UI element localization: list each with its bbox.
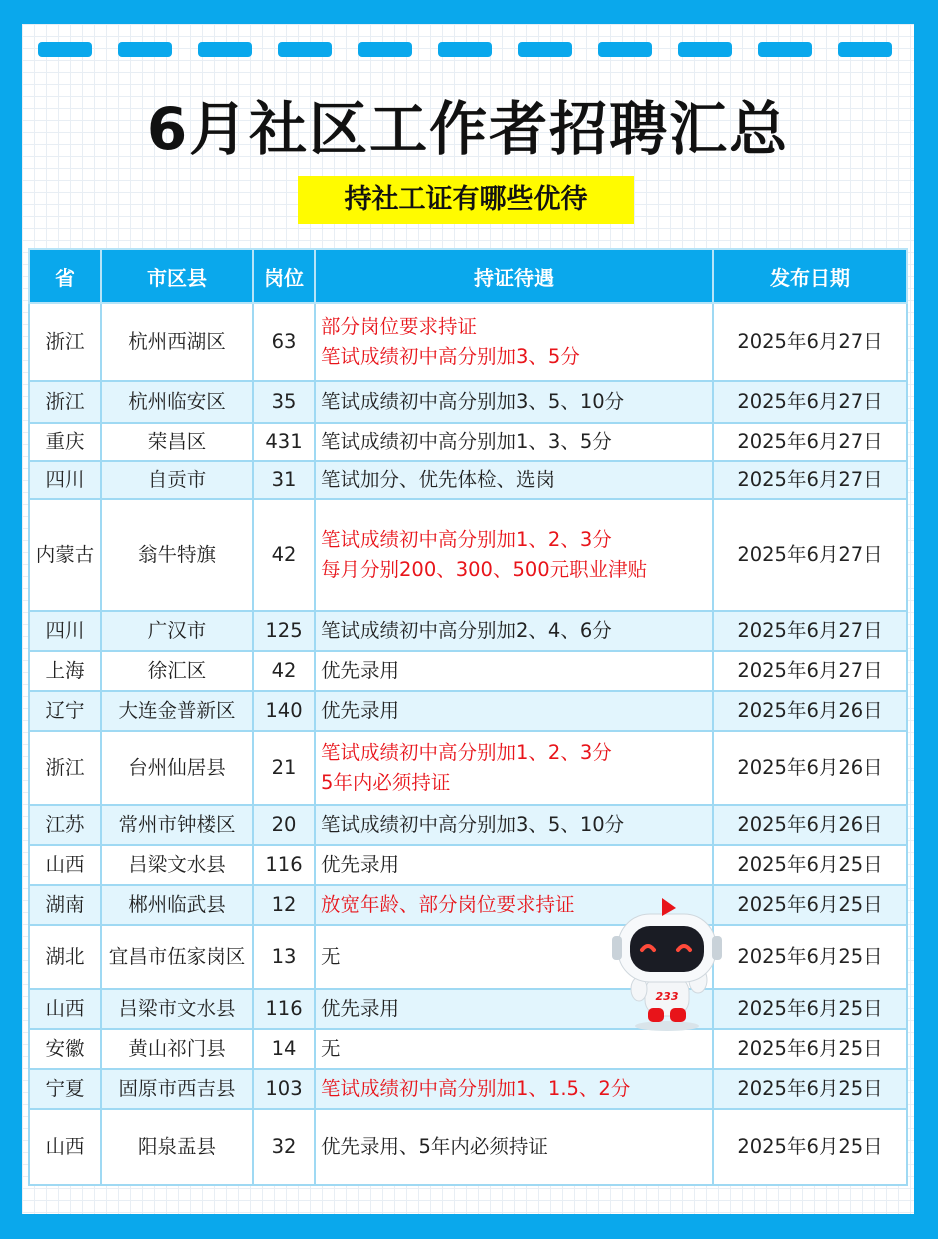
dash — [38, 42, 92, 57]
date-cell: 2025年6月27日 — [713, 651, 907, 691]
benefit-line: 5年内必须持证 — [321, 771, 451, 794]
benefit-cell — [315, 1029, 713, 1069]
province-cell: 四川 — [29, 611, 101, 651]
city-cell: 吕梁市文水县 — [101, 989, 253, 1029]
posts-cell: 42 — [253, 651, 315, 691]
benefit-cell — [315, 1109, 713, 1185]
table-row — [29, 461, 907, 499]
date-cell: 2025年6月25日 — [713, 1069, 907, 1109]
city-cell: 固原市西吉县 — [101, 1069, 253, 1109]
benefit-cell — [315, 805, 713, 845]
posts-cell: 21 — [253, 731, 315, 805]
table-row — [29, 651, 907, 691]
city-cell: 徐汇区 — [101, 651, 253, 691]
benefit-line: 无 — [321, 945, 341, 968]
benefit-line: 放宽年龄、部分岗位要求持证 — [321, 893, 575, 916]
province-cell: 湖南 — [29, 885, 101, 925]
top-dash-decoration — [38, 42, 898, 58]
benefit-line: 优先录用 — [321, 853, 400, 876]
benefit-line: 笔试成绩初中高分别加1、2、3分 — [321, 741, 612, 764]
poster-card — [22, 24, 914, 1214]
province-cell: 湖北 — [29, 925, 101, 989]
benefit-cell — [315, 845, 713, 885]
province-cell: 江苏 — [29, 805, 101, 845]
city-cell: 荣昌区 — [101, 423, 253, 461]
table-row — [29, 1069, 907, 1109]
benefit-cell — [315, 651, 713, 691]
province-cell: 宁夏 — [29, 1069, 101, 1109]
city-cell: 翁牛特旗 — [101, 499, 253, 611]
mascot-label: 233 — [655, 990, 679, 1003]
header-date: 发布日期 — [713, 249, 907, 303]
table-row — [29, 989, 907, 1029]
benefit-line: 笔试成绩初中高分别加3、5、10分 — [321, 813, 625, 836]
recruitment-table — [28, 248, 908, 1186]
province-cell: 浙江 — [29, 731, 101, 805]
robot-mascot-icon — [612, 884, 722, 1034]
province-cell: 浙江 — [29, 303, 101, 381]
dash — [438, 42, 492, 57]
table-row — [29, 1029, 907, 1069]
page-title: 6月社区工作者招聘汇总 — [146, 95, 790, 163]
benefit-line: 优先录用 — [321, 699, 400, 722]
table-row — [29, 381, 907, 423]
table-row — [29, 499, 907, 611]
province-cell: 重庆 — [29, 423, 101, 461]
posts-cell: 14 — [253, 1029, 315, 1069]
city-cell: 阳泉盂县 — [101, 1109, 253, 1185]
benefit-cell — [315, 691, 713, 731]
posts-cell: 63 — [253, 303, 315, 381]
date-cell: 2025年6月26日 — [713, 691, 907, 731]
dash — [518, 42, 572, 57]
benefit-line: 优先录用、5年内必须持证 — [321, 1135, 548, 1158]
posts-cell: 13 — [253, 925, 315, 989]
province-cell: 内蒙古 — [29, 499, 101, 611]
city-cell: 广汉市 — [101, 611, 253, 651]
date-cell: 2025年6月27日 — [713, 303, 907, 381]
benefit-line: 笔试成绩初中高分别加3、5、10分 — [321, 390, 625, 413]
posts-cell: 103 — [253, 1069, 315, 1109]
date-cell: 2025年6月25日 — [713, 845, 907, 885]
table-row — [29, 731, 907, 805]
city-cell: 吕梁文水县 — [101, 845, 253, 885]
table-body — [29, 303, 907, 1185]
benefit-cell — [315, 303, 713, 381]
table-row — [29, 925, 907, 989]
benefit-cell — [315, 381, 713, 423]
table-header-row — [29, 249, 907, 303]
date-cell: 2025年6月27日 — [713, 611, 907, 651]
province-cell: 山西 — [29, 1109, 101, 1185]
province-cell: 安徽 — [29, 1029, 101, 1069]
benefit-cell — [315, 1069, 713, 1109]
table-row — [29, 691, 907, 731]
benefit-line: 优先录用 — [321, 659, 400, 682]
benefit-cell — [315, 611, 713, 651]
posts-cell: 431 — [253, 423, 315, 461]
date-cell: 2025年6月25日 — [713, 989, 907, 1029]
posts-cell: 31 — [253, 461, 315, 499]
date-cell: 2025年6月27日 — [713, 423, 907, 461]
dash — [118, 42, 172, 57]
posts-cell: 20 — [253, 805, 315, 845]
table-row — [29, 611, 907, 651]
city-cell: 常州市钟楼区 — [101, 805, 253, 845]
city-cell: 台州仙居县 — [101, 731, 253, 805]
date-cell: 2025年6月25日 — [713, 885, 907, 925]
posts-cell: 32 — [253, 1109, 315, 1185]
header-city: 市区县 — [101, 249, 253, 303]
subtitle-banner: 持社工证有哪些优待 — [298, 176, 634, 224]
province-cell: 山西 — [29, 845, 101, 885]
table-row — [29, 805, 907, 845]
benefit-line: 笔试成绩初中高分别加2、4、6分 — [321, 619, 612, 642]
posts-cell: 140 — [253, 691, 315, 731]
posts-cell: 35 — [253, 381, 315, 423]
province-cell: 四川 — [29, 461, 101, 499]
province-cell: 浙江 — [29, 381, 101, 423]
header-benefit: 持证待遇 — [315, 249, 713, 303]
city-cell: 宜昌市伍家岗区 — [101, 925, 253, 989]
benefit-cell — [315, 461, 713, 499]
dash — [838, 42, 892, 57]
date-cell: 2025年6月27日 — [713, 499, 907, 611]
benefit-line: 笔试成绩初中高分别加3、5分 — [321, 345, 580, 368]
table-row — [29, 303, 907, 381]
posts-cell: 116 — [253, 989, 315, 1029]
city-cell: 大连金普新区 — [101, 691, 253, 731]
benefit-line: 笔试成绩初中高分别加1、3、5分 — [321, 430, 612, 453]
date-cell: 2025年6月27日 — [713, 381, 907, 423]
benefit-line: 笔试成绩初中高分别加1、2、3分 — [321, 528, 612, 551]
benefit-line: 部分岗位要求持证 — [321, 315, 478, 338]
dash — [278, 42, 332, 57]
table-row — [29, 885, 907, 925]
dash — [678, 42, 732, 57]
benefit-line: 笔试加分、优先体检、选岗 — [321, 468, 556, 491]
posts-cell: 116 — [253, 845, 315, 885]
province-cell: 山西 — [29, 989, 101, 1029]
benefit-cell — [315, 423, 713, 461]
benefit-line: 每月分别200、300、500元职业津贴 — [321, 558, 648, 581]
date-cell: 2025年6月26日 — [713, 805, 907, 845]
city-cell: 郴州临武县 — [101, 885, 253, 925]
dash — [198, 42, 252, 57]
city-cell: 自贡市 — [101, 461, 253, 499]
dash — [598, 42, 652, 57]
table-row — [29, 845, 907, 885]
city-cell: 黄山祁门县 — [101, 1029, 253, 1069]
benefit-cell — [315, 731, 713, 805]
table-row — [29, 1109, 907, 1185]
city-cell: 杭州西湖区 — [101, 303, 253, 381]
city-cell: 杭州临安区 — [101, 381, 253, 423]
date-cell: 2025年6月27日 — [713, 461, 907, 499]
province-cell: 上海 — [29, 651, 101, 691]
posts-cell: 42 — [253, 499, 315, 611]
date-cell: 2025年6月25日 — [713, 1029, 907, 1069]
posts-cell: 12 — [253, 885, 315, 925]
benefit-cell — [315, 499, 713, 611]
dash — [758, 42, 812, 57]
dash — [358, 42, 412, 57]
date-cell: 2025年6月25日 — [713, 1109, 907, 1185]
benefit-line: 无 — [321, 1037, 341, 1060]
benefit-line: 笔试成绩初中高分别加1、1.5、2分 — [321, 1077, 631, 1100]
posts-cell: 125 — [253, 611, 315, 651]
date-cell: 2025年6月26日 — [713, 731, 907, 805]
table-row — [29, 423, 907, 461]
header-province: 省 — [29, 249, 101, 303]
date-cell: 2025年6月25日 — [713, 925, 907, 989]
header-posts: 岗位 — [253, 249, 315, 303]
province-cell: 辽宁 — [29, 691, 101, 731]
benefit-line: 优先录用 — [321, 997, 400, 1020]
